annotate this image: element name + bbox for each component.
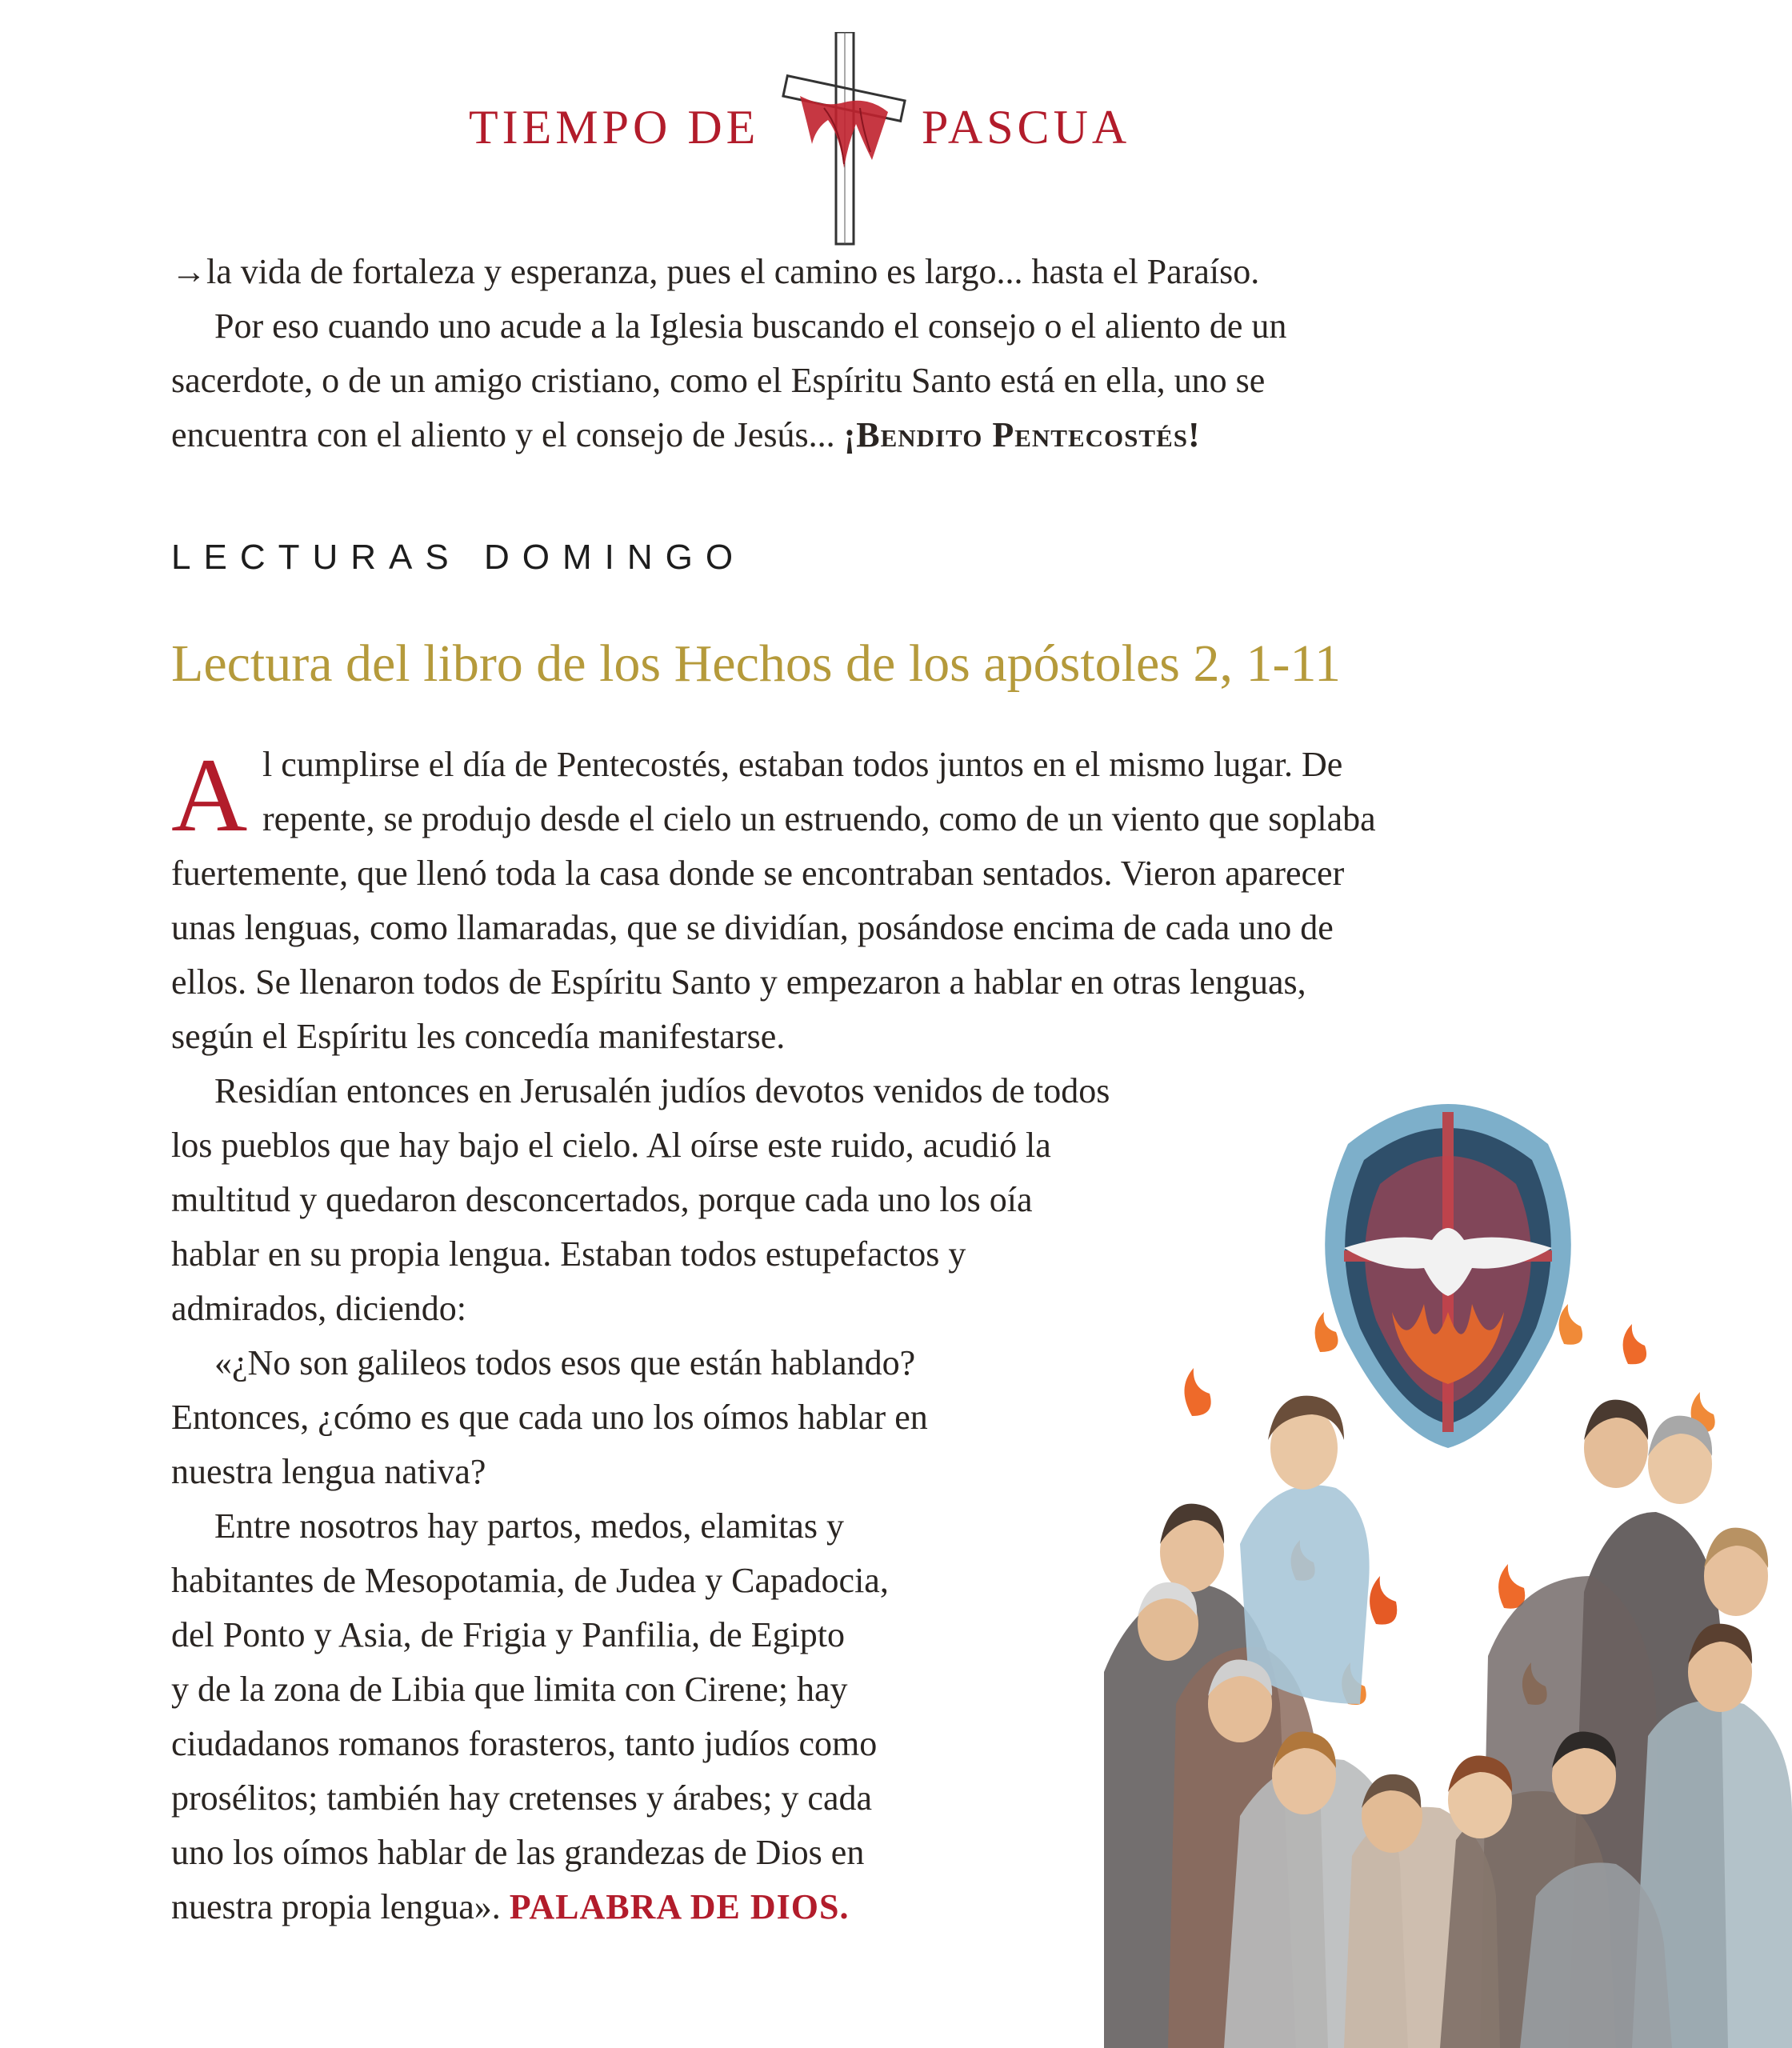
intro-line: Por eso cuando uno acude a la Iglesia buscando el consejo o el aliento de un — [214, 306, 1287, 346]
reading-line: l cumplirse el día de Pentecostés, estaban todos juntos en el mismo lugar. De — [262, 745, 1343, 784]
reading-paragraph-4 — [171, 1499, 889, 1934]
reading-line: habitantes de Mesopotamia, de Judea y Capadocia, — [171, 1561, 889, 1600]
reading-line: fuertemente, que llenó toda la casa donde se encontraban sentados. Vieron aparecer — [171, 854, 1345, 893]
reading-line: y de la zona de Libia que limita con Cirene; hay — [171, 1670, 848, 1709]
intro-line: →la vida de fortaleza y esperanza, pues el camino es largo... hasta el Paraíso. — [171, 252, 1260, 291]
header-title-right: PASCUA — [922, 101, 1131, 154]
reading-line: repente, se produjo desde el cielo un estruendo, como de un viento que soplaba — [262, 799, 1376, 838]
reading-line: admirados, diciendo: — [171, 1289, 467, 1328]
reading-title: Lectura del libro de los Hechos de los apóstoles 2, 1-11 — [171, 634, 1342, 693]
reading-line: nuestra lengua nativa? — [171, 1452, 486, 1491]
reading-paragraph-3 — [171, 1336, 928, 1499]
intro-line — [171, 408, 1286, 462]
reading-line: Entonces, ¿cómo es que cada uno los oímos hablar en — [171, 1398, 928, 1437]
reading-line: ellos. Se llenaron todos de Espíritu Santo y empezaron a hablar en otras lenguas, — [171, 962, 1306, 1002]
reading-line: los pueblos que hay bajo el cielo. Al oírse este ruido, acudió la — [171, 1126, 1051, 1165]
reading-line: según el Espíritu les concedía manifestarse. — [171, 1017, 786, 1056]
cross-icon — [768, 32, 928, 248]
dove-medallion — [1325, 1104, 1571, 1448]
reading-line — [171, 1880, 889, 1934]
intro-paragraph — [171, 245, 1286, 462]
reading-line: «¿No son galileos todos esos que están hablando? — [214, 1343, 916, 1382]
palabra-de-dios: PALABRA DE DIOS. — [509, 1887, 850, 1926]
page-header — [0, 32, 1792, 248]
apostles-group — [1104, 1396, 1792, 2048]
reading-line: hablar en su propia lengua. Estaban todos estupefactos y — [171, 1234, 966, 1274]
intro-text: encuentra con el aliento y el consejo de Jesús... — [171, 415, 844, 454]
reading-line: uno los oímos hablar de las grandezas de Dios en — [171, 1833, 865, 1872]
reading-paragraph-1 — [171, 738, 1376, 1064]
pentecost-illustration — [1104, 1096, 1792, 2048]
reading-line: del Ponto y Asia, de Frigia y Panfilia, de Egipto — [171, 1615, 846, 1654]
section-label: LECTURAS DOMINGO — [171, 538, 746, 577]
intro-line: sacerdote, o de un amigo cristiano, como el Espíritu Santo está en ella, uno se — [171, 361, 1266, 400]
header-title-left: TIEMPO DE — [469, 101, 760, 154]
drop-cap: A — [171, 736, 248, 854]
reading-line: ciudadanos romanos forasteros, tanto judíos como — [171, 1724, 878, 1763]
reading-line: multitud y quedaron desconcertados, porque cada uno los oía — [171, 1180, 1033, 1219]
reading-line: unas lenguas, como llamaradas, que se dividían, posándose encima de cada uno de — [171, 908, 1334, 947]
reading-last-text: nuestra propia lengua». — [171, 1887, 510, 1926]
reading-line: prosélitos; también hay cretenses y árabes; y cada — [171, 1778, 873, 1818]
reading-line: Residían entonces en Jerusalén judíos devotos venidos de todos — [214, 1071, 1110, 1110]
intro-emphasis: ¡Bendito Pentecostés! — [843, 415, 1201, 454]
reading-paragraph-2 — [171, 1064, 1110, 1336]
reading-line: Entre nosotros hay partos, medos, elamitas y — [214, 1506, 844, 1546]
